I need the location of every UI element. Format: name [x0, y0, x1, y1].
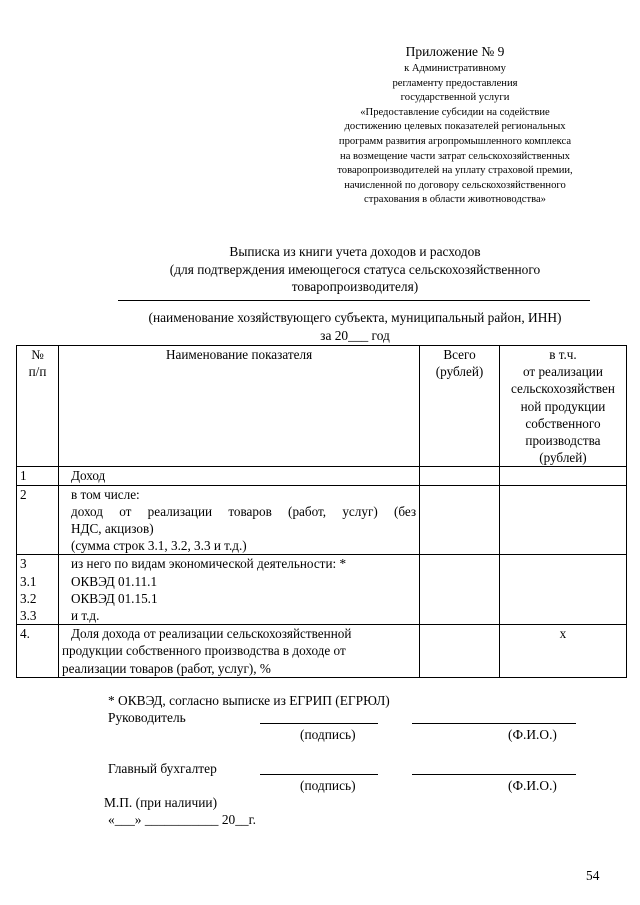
- row-num: 2: [17, 485, 59, 555]
- title-line: (для подтверждения имеющегося статуса сельскохозяйственного: [169, 261, 541, 277]
- header-total: Всего (рублей): [420, 346, 500, 467]
- accountant-signature-line[interactable]: [260, 774, 378, 775]
- row-num: 1: [17, 467, 59, 485]
- accountant-fio-line[interactable]: [412, 774, 576, 775]
- header-own-production: в т.ч. от реализации сельскохозяйствен ной продукции собственного производства (рублей): [499, 346, 626, 467]
- table-row: [17, 625, 627, 678]
- appendix-line: «Предоставление субсидии на содействие: [360, 106, 550, 118]
- fio-caption: (Ф.И.О.): [508, 778, 557, 793]
- date-line[interactable]: «___» ___________ 20__г.: [108, 812, 256, 827]
- table-row: [17, 485, 627, 555]
- entity-name-blank[interactable]: [118, 300, 590, 301]
- head-fio-line[interactable]: [412, 723, 576, 724]
- row-own-cell: х: [499, 625, 626, 678]
- signature-block: [104, 692, 588, 828]
- report-period: за 20___ год: [320, 328, 390, 343]
- table-row: [17, 467, 627, 485]
- head-signature-line[interactable]: [260, 723, 378, 724]
- header-name: Наименование показателя: [58, 346, 419, 467]
- appendix-heading: Приложение № 9: [405, 44, 505, 59]
- stamp-place: М.П. (при наличии): [104, 795, 218, 810]
- row-name: Доля дохода от реализации сельскохозяйственной продукции собственного производства в доходе от реализации товаров (работ, услуг), %: [58, 625, 419, 678]
- signature-caption: (подпись): [300, 727, 356, 742]
- row-name: Доход: [58, 467, 419, 485]
- income-table: [16, 345, 627, 678]
- okved-footnote: * ОКВЭД, согласно выписке из ЕГРИП (ЕГРЮЛ): [108, 693, 390, 708]
- row-own-cell[interactable]: [499, 467, 626, 485]
- head-label: Руководитель: [108, 710, 186, 725]
- appendix-line: на возмещение части затрат сельскохозяйственных: [340, 150, 570, 162]
- accountant-captions: [108, 777, 588, 794]
- row-total-cell[interactable]: [420, 625, 500, 678]
- fio-caption: (Ф.И.О.): [508, 727, 557, 742]
- row-name: в том числе: доход от реализации товаров (работ, услуг) (без НДС, акцизов) (сумма строк 3.1, 3.2, 3.3 и т.д.): [58, 485, 419, 555]
- entity-name-caption: (наименование хозяйствующего субъекта, муниципальный район, ИНН): [148, 310, 562, 325]
- table-row: [17, 555, 627, 625]
- appendix-line: достижению целевых показателей региональных: [344, 121, 566, 133]
- head-captions: [108, 726, 588, 743]
- row-total-cell[interactable]: [420, 555, 500, 625]
- title-line: Выписка из книги учета доходов и расходов: [229, 244, 481, 259]
- page-number: 54: [586, 868, 600, 883]
- row-total-cell[interactable]: [420, 467, 500, 485]
- appendix-line: товаропроизводителей на уплату страховой премии,: [337, 165, 573, 177]
- appendix-line: начисленной по договору сельскохозяйственного: [344, 179, 566, 191]
- appendix-line: государственной услуги: [400, 92, 510, 104]
- row-num: 4.: [17, 625, 59, 678]
- row-name: из него по видам экономической деятельности: * ОКВЭД 01.11.1 ОКВЭД 01.15.1 и т.д.: [58, 555, 419, 625]
- accountant-signature-row: [108, 760, 588, 777]
- title-line: товаропроизводителя): [291, 279, 419, 294]
- row-total-cell[interactable]: [420, 485, 500, 555]
- signature-caption: (подпись): [300, 778, 356, 793]
- appendix-header: [305, 42, 605, 208]
- header-num: № п/п: [17, 346, 59, 467]
- appendix-line: программ развития агропромышленного комплекса: [338, 135, 572, 147]
- row-own-cell[interactable]: [499, 555, 626, 625]
- row-num: 3 3.1 3.2 3.3: [17, 555, 59, 625]
- accountant-label: Главный бухгалтер: [108, 761, 217, 776]
- appendix-line: к Административному: [404, 63, 506, 74]
- row-own-cell[interactable]: [499, 485, 626, 555]
- document-title: [60, 243, 640, 296]
- appendix-line: страхования в области животноводства»: [364, 194, 546, 206]
- head-signature-row: [108, 709, 588, 726]
- table-header-row: [17, 346, 627, 467]
- appendix-line: регламенту предоставления: [392, 77, 518, 89]
